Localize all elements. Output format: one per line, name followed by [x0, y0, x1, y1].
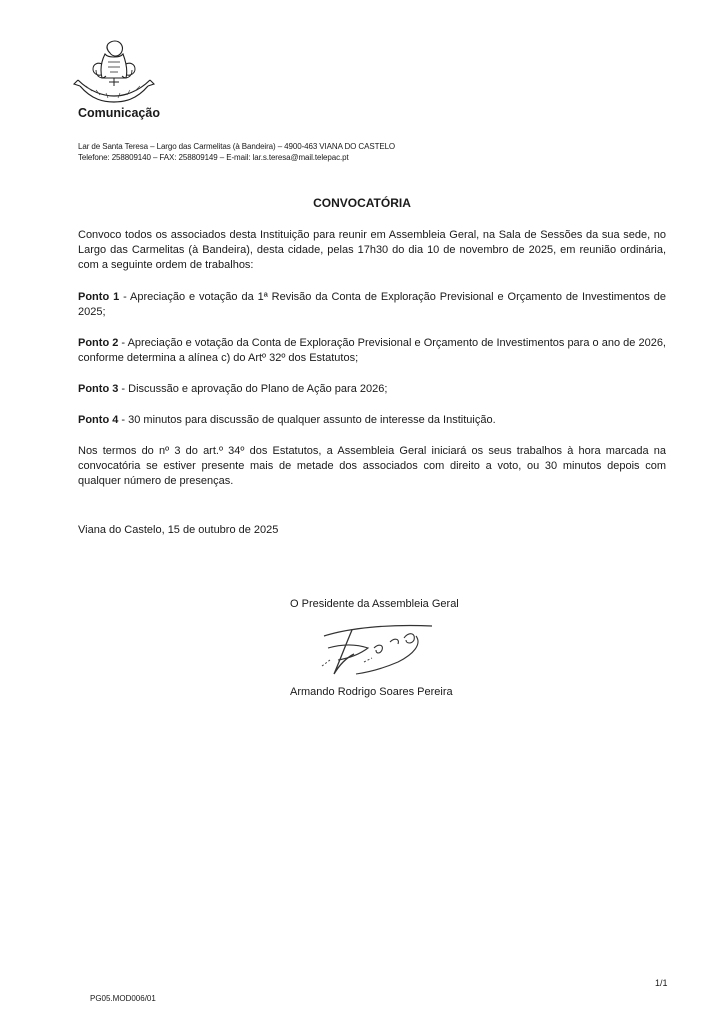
- agenda-item-label: Ponto 1: [78, 291, 120, 303]
- handwritten-signature: [294, 614, 444, 684]
- address-line: Lar de Santa Teresa – Largo das Carmelitas (à Bandeira) – 4900-463 VIANA DO CASTELO: [78, 142, 396, 151]
- agenda-item-4: [78, 413, 666, 428]
- agenda-item-1: [78, 290, 666, 320]
- page-number: 1/1: [655, 978, 668, 988]
- place-date: Viana do Castelo, 15 de outubro de 2025: [78, 524, 279, 536]
- document-title: CONVOCATÓRIA: [313, 196, 411, 210]
- agenda-item-label: Ponto 4: [78, 414, 119, 426]
- agenda-item-label: Ponto 2: [78, 337, 119, 349]
- intro-paragraph: Convoco todos os associados desta Instituição para reunir em Assembleia Geral, na Sala de Sessões da sua sede, no Largo das Carmelitas (à Bandeira), desta cidade, pelas 17h30 do dia 10 de novembro de 2025, em reunião ordinária, com a seguinte ordem de trabalhos:: [78, 229, 666, 271]
- agenda-item-text: - Discussão e aprovação do Plano de Ação para 2026;: [118, 383, 388, 395]
- signatory-name: Armando Rodrigo Soares Pereira: [290, 686, 453, 698]
- agenda-item-2: [78, 336, 666, 366]
- agenda-item-text: - Apreciação e votação da Conta de Exploração Previsional e Orçamento de Investimentos para o ano de 2026, conforme determina a alínea c) do Artº 32º dos Estatutos;: [78, 337, 666, 364]
- lar-santa-teresa-logo: [72, 40, 156, 106]
- agenda-item-text: - 30 minutos para discussão de qualquer assunto de interesse da Instituição.: [118, 414, 496, 426]
- agenda-item-label: Ponto 3: [78, 383, 119, 395]
- document-code: PG05.MOD006/01: [90, 994, 156, 1003]
- agenda-item-3: [78, 382, 666, 397]
- address-block: [78, 142, 395, 163]
- closing-paragraph: Nos termos do nº 3 do art.º 34º dos Estatutos, a Assembleia Geral iniciará os seus trabalhos à hora marcada na convocatória se estiver presente mais de metade dos associados com direito a voto, ou 30 minutos depois com qualquer número de presenças.: [78, 445, 666, 487]
- signatory-role: O Presidente da Assembleia Geral: [290, 598, 459, 610]
- agenda-item-text: - Apreciação e votação da 1ª Revisão da Conta de Exploração Previsional e Orçamento de Investimentos de 2025;: [78, 291, 666, 318]
- department-name: Comunicação: [78, 106, 160, 120]
- signature-block: [290, 598, 510, 698]
- contact-line: Telefone: 258809140 – FAX: 258809149 – E-mail: lar.s.teresa@mail.telepac.pt: [78, 152, 349, 162]
